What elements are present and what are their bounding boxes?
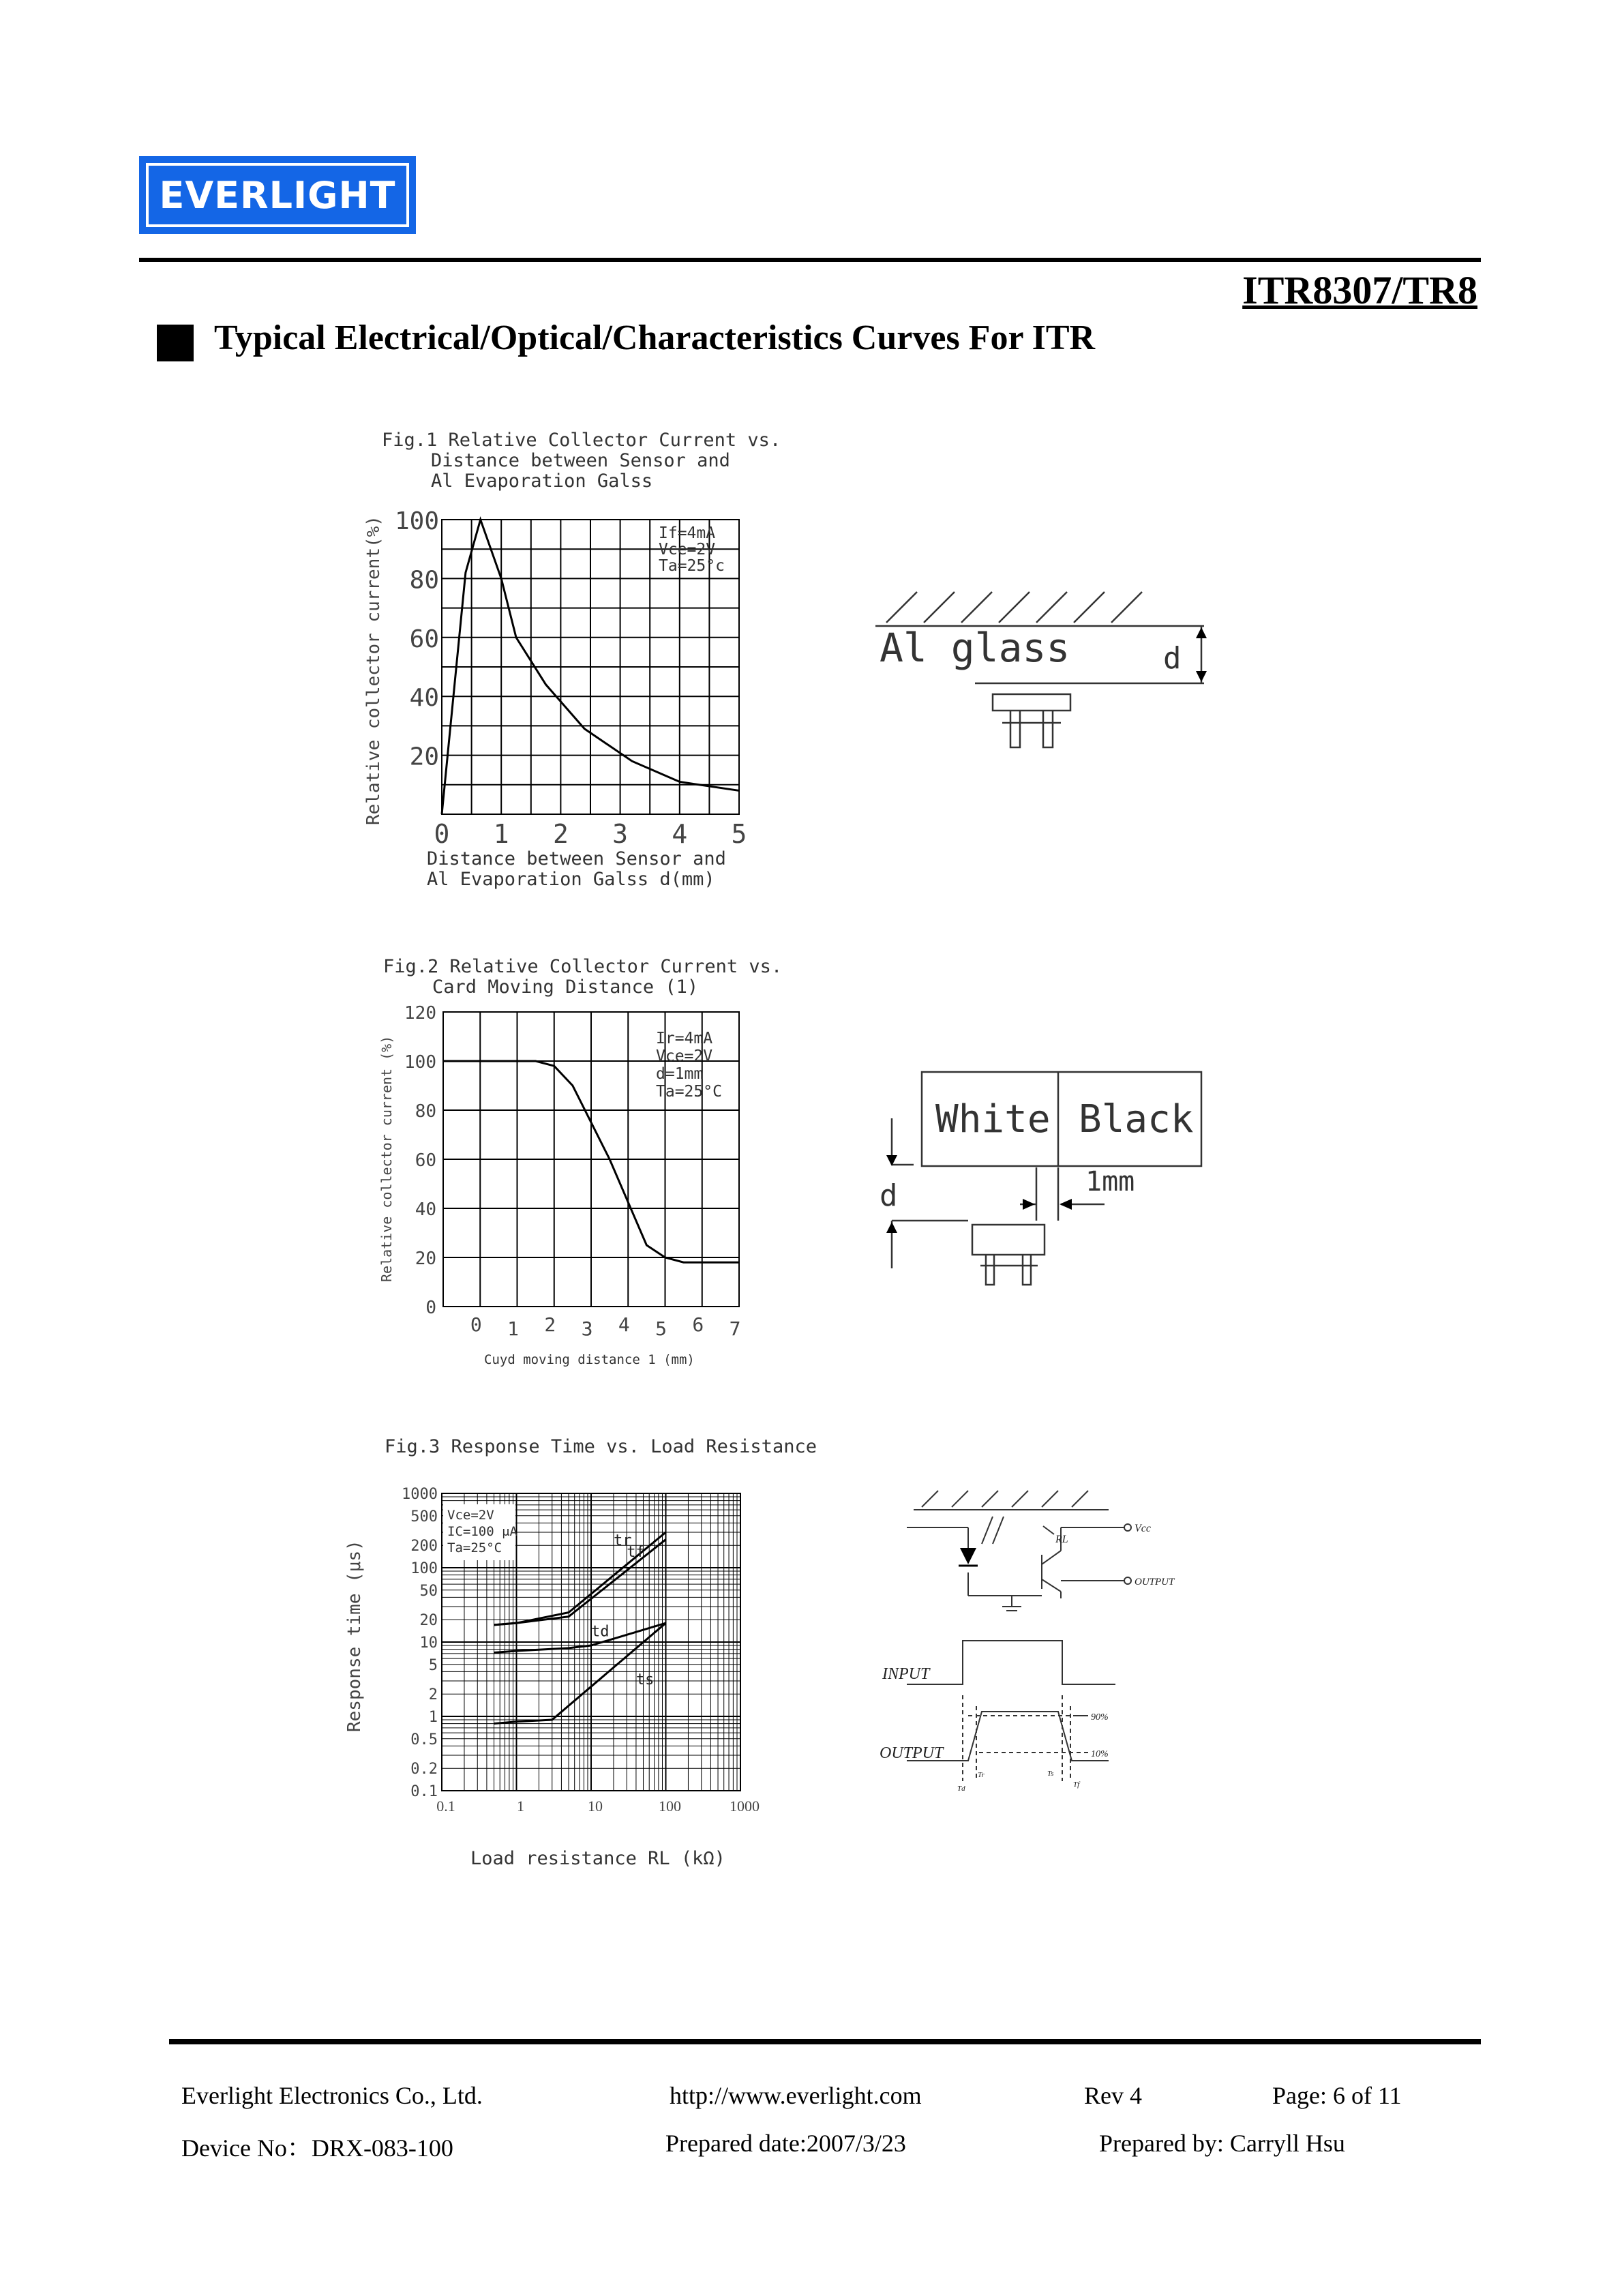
fig2-condition-d: d=1mm [656, 1065, 704, 1083]
fig1-xtick-label: 2 [552, 819, 569, 849]
fig2-diagram-d: d [880, 1178, 898, 1213]
fig2-diagram-1mm: 1mm [1085, 1166, 1135, 1197]
fig3-diagram-output-node: OUTPUT [1135, 1577, 1175, 1587]
fig3-series-label-tf: tf [627, 1544, 645, 1562]
footer-prepared-by: Prepared by: Carryll Hsu [1099, 2130, 1345, 2157]
fig3-diagram-10pct: 10% [1091, 1749, 1109, 1759]
fig2-ytick-label: 100 [404, 1052, 436, 1073]
fig2-ytick-label: 120 [404, 1003, 436, 1024]
fig3-diagram-td: Td [957, 1785, 965, 1793]
fig3-series-label-ts: ts [635, 1671, 655, 1688]
fig1-xtick-label: 3 [612, 819, 629, 849]
fig2-title-line2: Card Moving Distance (1) [432, 976, 699, 998]
footer-page: Page: 6 of 11 [1272, 2082, 1402, 2109]
fig3-xtick-label: 10 [588, 1798, 603, 1815]
fig3-series-label-tr: tr [613, 1532, 632, 1550]
fig3-ylabel: Response time (μs) [344, 1540, 365, 1732]
fig1-condition-ta: Ta=25°c [659, 557, 725, 575]
fig1-ytick-label: 60 [409, 625, 439, 653]
footer-prepared-date: Prepared date:2007/3/23 [665, 2130, 906, 2157]
fig3-condition-ic: IC=100 μA [447, 1524, 517, 1539]
fig2-ytick-label: 80 [415, 1101, 436, 1122]
fig1-xtick-label: 4 [672, 819, 688, 849]
fig3-diagram-rl: RL [1055, 1534, 1068, 1545]
fig3-diagram-tf: Tf [1073, 1780, 1080, 1789]
fig1-diagram-al-glass: Al glass [880, 625, 1070, 671]
fig3-diagram-90pct: 90% [1091, 1712, 1109, 1723]
fig2-condition-ir: Ir=4mA [656, 1030, 713, 1047]
fig1-title-line2: Distance between Sensor and [431, 450, 730, 471]
fig3-xtick-label: 1 [517, 1798, 524, 1815]
fig3-series-label-td: td [591, 1623, 610, 1641]
fig1-ytick-label: 100 [394, 507, 439, 535]
fig3-ytick-label: 50 [419, 1582, 438, 1600]
fig3-ytick-label: 500 [410, 1508, 438, 1525]
fig1-ytick-label: 20 [409, 743, 439, 771]
fig1-condition-vce: Vce=2V [659, 541, 716, 558]
fig2-ytick-label: 60 [415, 1150, 436, 1171]
fig3-diagram-output: OUTPUT [880, 1744, 944, 1762]
fig3-condition-vce: Vce=2V [447, 1508, 494, 1523]
fig3-condition-ta: Ta=25°C [447, 1540, 502, 1555]
fig1-ytick-label: 40 [409, 684, 439, 713]
fig3-diagram-tr: Tr [978, 1771, 985, 1779]
fig2-xtick-label: 6 [692, 1313, 704, 1336]
fig3-ytick-label: 0.2 [410, 1761, 438, 1778]
fig1-xlabel-line1: Distance between Sensor and [427, 848, 726, 869]
fig1-title-line1: Fig.1 Relative Collector Current vs. [382, 430, 781, 451]
fig2-xtick-label: 3 [581, 1317, 593, 1340]
fig2-condition-vce: Vce=2V [656, 1047, 713, 1065]
fig2-title-line1: Fig.2 Relative Collector Current vs. [383, 956, 783, 977]
fig3-ytick-label: 1 [428, 1709, 438, 1726]
fig1-condition-if: If=4mA [659, 524, 716, 542]
fig1-xlabel-line2: Al Evaporation Galss d(mm) [427, 869, 715, 890]
fig3-xlabel: Load resistance RL (kΩ) [470, 1848, 725, 1869]
fig3-diagram-input: INPUT [882, 1665, 930, 1683]
fig3-xtick-label: 100 [659, 1798, 681, 1815]
fig3-ytick-label: 20 [419, 1612, 438, 1630]
fig2-condition-ta: Ta=25°C [656, 1083, 722, 1101]
fig3-ytick-label: 5 [428, 1656, 438, 1674]
footer-rule [169, 2039, 1481, 2044]
fig3-xtick-label: 1000 [730, 1798, 760, 1815]
fig1-diagram-d: d [1163, 641, 1182, 676]
fig1-ytick-label: 80 [409, 566, 439, 595]
section-heading: Typical Electrical/Optical/Characteristics Curves For ITR [214, 318, 1096, 357]
fig3-ytick-label: 0.5 [410, 1731, 438, 1748]
fig1-xtick-label: 5 [731, 819, 747, 849]
fig2-diagram-white: White [935, 1097, 1051, 1142]
fig2-diagram-black: Black [1079, 1097, 1194, 1142]
fig2-xtick-label: 0 [470, 1313, 482, 1336]
fig2-ytick-label: 40 [415, 1199, 436, 1220]
footer-url[interactable]: http://www.everlight.com [670, 2082, 922, 2109]
footer-device-no: Device No：DRX-083-100 [181, 2134, 453, 2162]
fig3-diagram-vcc: Vcc [1135, 1523, 1151, 1534]
logo-text: EVERLIGHT [159, 173, 396, 217]
fig3-title: Fig.3 Response Time vs. Load Resistance [385, 1436, 817, 1457]
fig3-xtick-label: 0.1 [436, 1798, 455, 1815]
fig1-xtick-label: 0 [434, 819, 450, 849]
fig2-xtick-label: 7 [729, 1317, 741, 1340]
fig2-xtick-label: 1 [507, 1317, 519, 1340]
fig1-ylabel: Relative collector current(%) [363, 516, 384, 825]
fig3-ytick-label: 10 [419, 1635, 438, 1652]
fig2-xtick-label: 2 [544, 1313, 556, 1336]
fig3-ytick-label: 200 [410, 1538, 438, 1555]
fig2-xtick-label: 4 [618, 1313, 630, 1336]
fig3-ytick-label: 1000 [402, 1486, 438, 1503]
fig2-xlabel: Cuyd moving distance 1 (mm) [484, 1352, 695, 1367]
fig3-ytick-label: 0.1 [410, 1783, 438, 1800]
fig2-ytick-label: 20 [415, 1249, 436, 1269]
fig1-title-line3: Al Evaporation Galss [431, 471, 653, 492]
fig2-ytick-label: 0 [425, 1298, 436, 1318]
document-title: ITR8307/TR8 [1242, 268, 1477, 312]
footer-company: Everlight Electronics Co., Ltd. [181, 2082, 483, 2109]
fig3-ytick-label: 2 [428, 1686, 438, 1704]
fig2-ylabel: Relative collector current (%) [378, 1035, 395, 1282]
fig1-xtick-label: 1 [493, 819, 509, 849]
fig3-ytick-label: 100 [410, 1560, 438, 1577]
fig3-diagram-ts: Ts [1047, 1770, 1054, 1778]
footer-rev: Rev 4 [1084, 2082, 1142, 2109]
fig2-xtick-label: 5 [655, 1317, 667, 1340]
